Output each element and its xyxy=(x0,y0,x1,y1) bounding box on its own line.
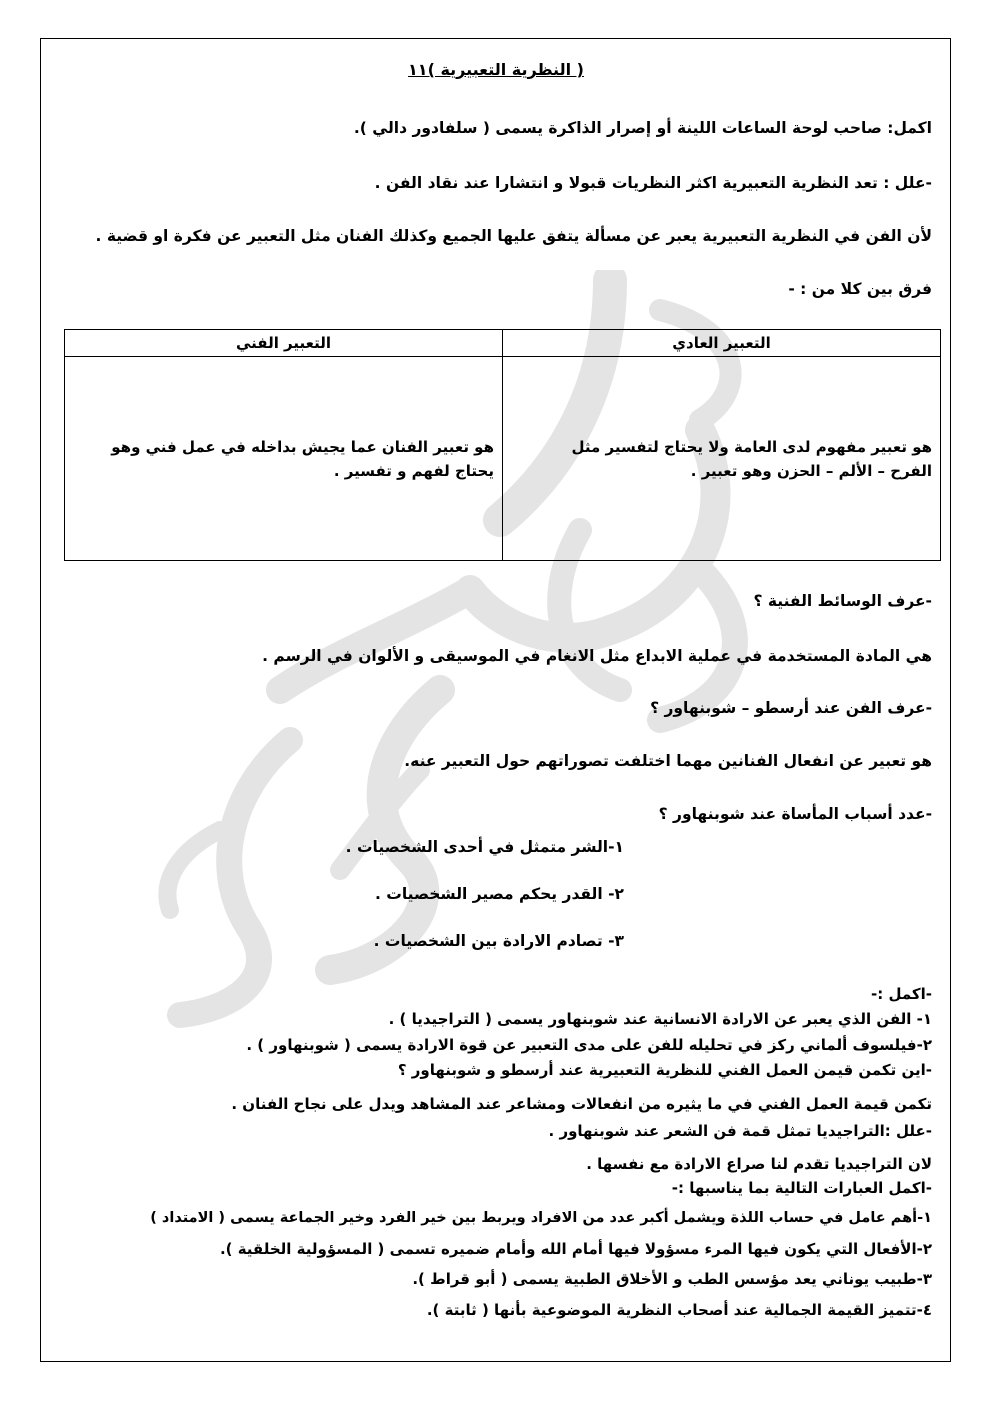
cause-item-2: ٢- القدر يحكم مصير الشخصيات . xyxy=(374,885,624,903)
lower-line-9: ١-أهم عامل في حساب اللذة ويشمل أكبر عدد من الافراد ويربط بين خير الفرد وخير الجماعة يسمى ( الامتداد ) xyxy=(150,1210,932,1226)
table-cell-ordinary-line-1: هو تعبير مفهوم لدى العامة ولا يحتاج لتفسير مثل xyxy=(571,437,932,456)
table-cell-artistic-line-2: يحتاج لفهم و تفسير . xyxy=(333,461,494,480)
lower-line-6: -علل :التراجيديا تمثل قمة فن الشعر عند شوبنهاور . xyxy=(548,1122,932,1140)
question-why-expressive-theory: -علل : تعد النظرية التعبيرية اكثر النظريات قبولا و انتشارا عند نقاد الفن . xyxy=(374,174,932,192)
lower-line-3: ٢-فيلسوف ألماني ركز في تحليله للفن على مدى التعبير عن قوة الارادة يسمى ( شوبنهاور ) . xyxy=(246,1036,932,1054)
lower-line-8: -اكمل العبارات التالية بما يناسبها :- xyxy=(671,1179,932,1197)
lower-line-1: -اكمل :- xyxy=(871,985,932,1003)
answer-artistic-media: هي المادة المستخدمة في عملية الابداع مثل الانغام في الموسيقى و الألوان في الرسم . xyxy=(262,647,932,665)
table-cell-ordinary xyxy=(503,357,941,561)
answer-why-expressive-theory: لأن الفن في النظرية التعبيرية يعبر عن مسألة يتفق عليها الجميع وكذلك الفنان مثل التعبير عن فكرة او قضية . xyxy=(95,227,932,245)
lower-line-5: تكمن قيمة العمل الفني في ما يثيره من انفعالات ومشاعر عند المشاهد ويدل على نجاح الفنان . xyxy=(231,1095,932,1113)
question-art-definition: -عرف الفن عند أرسطو – شوبنهاور ؟ xyxy=(650,699,932,717)
table-header-artistic: التعبير الفني xyxy=(65,330,503,357)
question-tragedy-causes: -عدد أسباب المأساة عند شوبنهاور ؟ xyxy=(658,805,932,823)
lower-line-4: -اين تكمن قيمن العمل الفني للنظرية التعبيرية عند أرسطو و شوبنهاور ؟ xyxy=(397,1061,932,1079)
comparison-table xyxy=(64,329,941,561)
cause-item-3: ٣- تصادم الارادة بين الشخصيات . xyxy=(373,932,624,950)
table-header-ordinary: التعبير العادي xyxy=(503,330,941,357)
lower-line-11: ٣-طبيب يوناني يعد مؤسس الطب و الأخلاق الطبية يسمى ( أبو قراط ). xyxy=(412,1270,932,1288)
lower-line-7: لان التراجيديا تقدم لنا صراع الارادة مع نفسها . xyxy=(586,1155,932,1173)
page-title: ( النظرية التعبيرية )١١ xyxy=(408,60,584,79)
answer-art-definition: هو تعبير عن انفعال الفنانين مهما اختلفت تصوراتهم حول التعبير عنه. xyxy=(404,752,932,770)
question-artistic-media: -عرف الوسائط الفنية ؟ xyxy=(753,592,932,610)
lower-line-2: ١- الفن الذي يعبر عن الارادة الانسانية عند شوبنهاور يسمى ( التراجيديا ) . xyxy=(388,1010,932,1028)
table-cell-artistic-line-1: هو تعبير الفنان عما يجيش بداخله في عمل فني وهو xyxy=(111,437,494,456)
question-salvador-dali: اكمل: صاحب لوحة الساعات اللينة أو إصرار الذاكرة يسمى ( سلفادور دالي ). xyxy=(353,119,932,137)
table-cell-ordinary-line-2: الفرح – الألم – الحزن وهو تعبير . xyxy=(690,461,932,480)
cause-item-1: ١-الشر متمثل في أحدى الشخصيات . xyxy=(345,838,624,856)
lower-line-10: ٢-الأفعال التي يكون فيها المرء مسؤولا فيها أمام الله وأمام ضميره تسمى ( المسؤولية الخلقية ). xyxy=(219,1240,932,1258)
question-differentiate: فرق بين كلا من : - xyxy=(788,280,932,298)
table-cell-artistic xyxy=(65,357,503,561)
lower-line-12: ٤-تتميز القيمة الجمالية عند أصحاب النظرية الموضوعية بأنها ( ثابتة ). xyxy=(426,1301,932,1319)
